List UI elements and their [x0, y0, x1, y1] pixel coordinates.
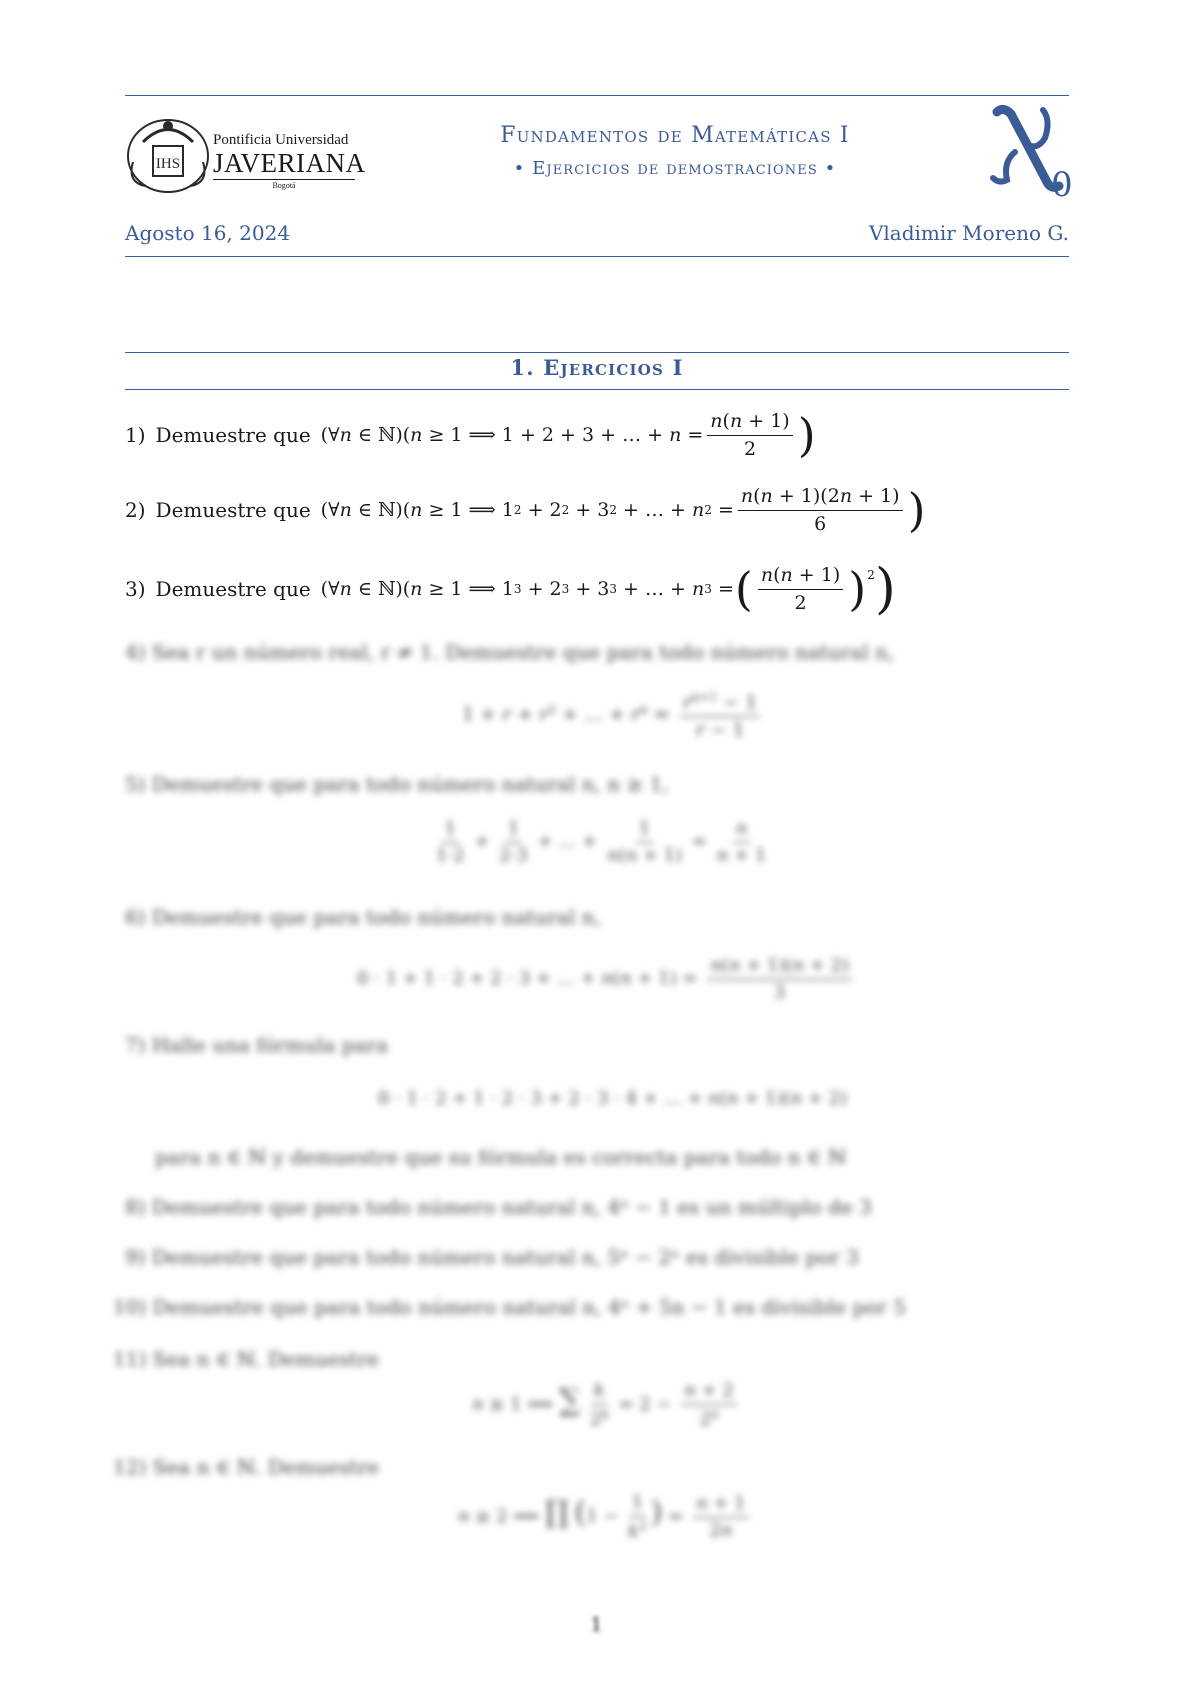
document-author: Vladimir Moreno G.: [868, 221, 1069, 245]
university-logo: [125, 112, 370, 194]
svg-text:IHS: IHS: [155, 156, 181, 172]
exercise-number: 9): [125, 1245, 146, 1269]
exercise-10: [113, 1295, 906, 1319]
exercise-6-formula: 0 · 1 + 1 · 2 + 2 · 3 + … + n(n + 1) = $\frac{n(n + 1)(n + 2)}{3}$: [357, 955, 856, 1003]
exercise-4-formula: $1 + r + r^2$ + … + $r^n$ = $\frac{r^{n+1} - 1}{r - 1}$: [462, 690, 764, 741]
exercise-12: [113, 1455, 379, 1479]
header-top-rule: [125, 95, 1069, 96]
svg-text:0: 0: [1051, 165, 1073, 200]
exercise-number: 12): [113, 1455, 147, 1479]
exercise-2: [125, 485, 927, 535]
exercise-number: 11): [113, 1347, 147, 1371]
section-bottom-rule: [125, 389, 1069, 390]
exercise-1: [125, 410, 817, 460]
exercise-text: Halle una fórmula para: [151, 1033, 389, 1057]
exercise-7-tail: para n ∈ ℕ y demuestre que su fórmula es correcta para todo n ∈ ℕ: [155, 1145, 847, 1169]
exercise-formula: (∀ n ∈ ℕ)( n ≥ 1 ⟹ 1 3 + 2 3 + 3 3 + … + n 3 = ( $\frac{n(n + 1)}{2}$ ) $^2$ ): [320, 557, 896, 620]
exercise-number: 6): [125, 905, 146, 929]
course-subtitle: • Ejercicios de demostraciones •: [513, 158, 837, 179]
exercise-8: [125, 1195, 872, 1219]
exercise-11-formula: n ≥ 1 ⟹ ∑ $\frac{k}{2^k}$ = 2 − $\frac{n + 2}{2^n}$: [472, 1380, 741, 1430]
exercise-text: Sea n ∈ ℕ. Demuestre: [152, 1347, 380, 1371]
university-line1: Pontificia Universidad: [213, 132, 349, 148]
exercise-text: Demuestre que para todo número natural n, n ≥ 1,: [151, 772, 669, 796]
exercise-5: [125, 772, 669, 796]
exercise-text: Sea n ∈ ℕ. Demuestre: [152, 1455, 380, 1479]
exercise-11: [113, 1347, 379, 1371]
exercise-formula: (∀ n ∈ ℕ)( n ≥ 1 ⟹ 1 + 2 + 3 + … + n = $\frac{n(n + 1)}{2}$ ): [320, 408, 816, 462]
university-seal-icon: [125, 112, 211, 194]
exercise-number: 8): [125, 1195, 146, 1219]
exercise-7-formula: 0 · 1 · 2 + 1 · 2 · 3 + 2 · 3 · 4 + … + n(n + 1)(n + 2): [378, 1088, 848, 1109]
exercise-number: 3): [125, 577, 146, 601]
exercise-3: [125, 557, 896, 620]
exercise-12-formula: n ≥ 2 ⟹ ∏ (1 − $\frac{1}{k^2}$ ) = $\frac{n + 1}{2n}$: [458, 1492, 753, 1542]
exercise-number: 10): [113, 1295, 147, 1319]
exercise-text: Demuestre que: [155, 423, 311, 447]
exercise-number: 5): [125, 772, 146, 796]
exercise-number: 7): [125, 1033, 146, 1057]
page-number: 1: [590, 1612, 603, 1636]
section-title: 1. Ejercicios I: [510, 355, 684, 380]
exercise-text: Demuestre que para todo número natural n, 4ⁿ + 5n − 1 es divisible por 5: [152, 1295, 906, 1319]
course-title: Fundamentos de Matemáticas I: [500, 123, 850, 148]
exercise-5-formula: $\frac{1}{1\cdot 2}$ + $\frac{1}{2\cdot 3}$ + … + $\frac{1}{n(n + 1)}$ = $\frac{n}{n + 1}$: [436, 818, 767, 866]
exercise-text: Demuestre que para todo número natural n, 5ⁿ − 2ⁿ es divisible por 3: [151, 1245, 859, 1269]
university-line2: JAVERIANA: [213, 148, 366, 178]
document-date: Agosto 16, 2024: [125, 221, 291, 245]
university-line3: Bogotá: [213, 179, 355, 190]
exercise-formula: (∀ n ∈ ℕ)( n ≥ 1 ⟹ 1 2 + 2 2 + 3 2 + … + n 2 = $\frac{n(n + 1)(2n + 1)}{6}$ ): [320, 483, 926, 537]
exercise-text: Demuestre que para todo número natural n,: [151, 905, 601, 929]
exercise-text: Demuestre que para todo número natural n, 4ⁿ − 1 es un múltiplo de 3: [151, 1195, 872, 1219]
header-bottom-rule: [125, 256, 1069, 257]
exercise-9: [125, 1245, 859, 1269]
exercise-4: [125, 640, 894, 664]
exercise-number: 2): [125, 498, 146, 522]
exercise-number: 1): [125, 423, 146, 447]
exercise-7: [125, 1033, 388, 1057]
university-name: [213, 132, 366, 190]
exercise-text: Demuestre que: [155, 498, 311, 522]
exercise-number: 4): [125, 640, 146, 664]
section-top-rule: [125, 352, 1069, 353]
exercise-text: Sea r un número real, r ≠ 1. Demuestre que para todo número natural n,: [151, 640, 895, 664]
exercise-text: Demuestre que: [155, 577, 311, 601]
exercise-6: [125, 905, 601, 929]
aleph-null-icon: [985, 100, 1075, 200]
